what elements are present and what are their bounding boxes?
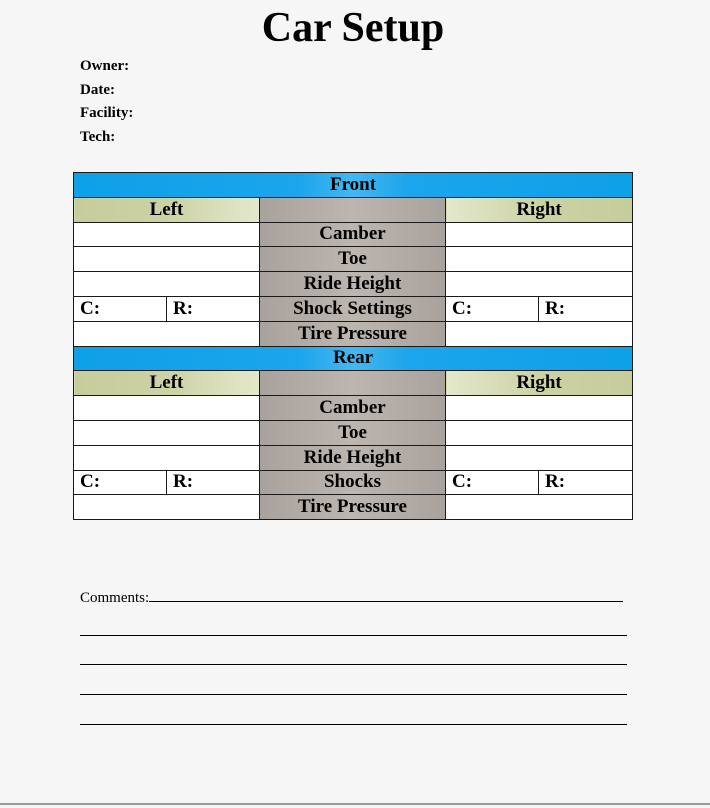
owner-label: Owner: — [80, 58, 130, 74]
front-left-ride-height-field[interactable] — [74, 272, 260, 297]
rear-section-header: Rear — [74, 346, 633, 371]
front-right-compression-field[interactable]: C: — [446, 296, 539, 321]
tech-label: Tech: — [80, 129, 116, 145]
rear-shocks-label: Shocks — [260, 470, 446, 495]
front-right-tire-pressure-field[interactable] — [446, 321, 633, 346]
comment-rule-5[interactable] — [80, 711, 627, 725]
comments-label: Comments: — [80, 590, 150, 606]
rear-toe-label: Toe — [260, 420, 446, 445]
rear-row-camber — [74, 396, 633, 421]
rear-tire-pressure-label: Tire Pressure — [260, 495, 446, 520]
comment-rule-4[interactable] — [80, 681, 627, 695]
comment-rule-2[interactable] — [80, 622, 627, 636]
comment-line-5 — [80, 711, 627, 730]
comment-line-2 — [80, 622, 627, 641]
page-title: Car Setup — [261, 5, 445, 51]
front-tire-pressure-label: Tire Pressure — [260, 321, 446, 346]
setup-table — [73, 172, 633, 520]
rear-left-ride-height-field[interactable] — [74, 445, 260, 470]
rear-left-header: Left — [74, 371, 260, 396]
rear-right-toe-field[interactable] — [446, 420, 633, 445]
front-right-ride-height-field[interactable] — [446, 272, 633, 297]
front-camber-label: Camber — [260, 222, 446, 247]
comment-line-3 — [80, 651, 627, 670]
rear-ride-height-label: Ride Height — [260, 445, 446, 470]
rear-row-ride-height — [74, 445, 633, 470]
front-left-header: Left — [74, 197, 260, 222]
rear-right-rebound-field[interactable]: R: — [539, 470, 633, 495]
rear-left-toe-field[interactable] — [74, 420, 260, 445]
front-ride-height-label: Ride Height — [260, 272, 446, 297]
front-right-rebound-field[interactable]: R: — [539, 296, 633, 321]
comments-line — [80, 588, 623, 607]
front-toe-label: Toe — [260, 247, 446, 272]
rear-right-ride-height-field[interactable] — [446, 445, 633, 470]
rear-right-tire-pressure-field[interactable] — [446, 495, 633, 520]
rear-left-compression-field[interactable]: C: — [74, 470, 167, 495]
front-section-row — [74, 173, 633, 198]
rear-middle-header — [260, 371, 446, 396]
front-row-tire-pressure — [74, 321, 633, 346]
rear-section-row — [74, 346, 633, 371]
front-left-compression-field[interactable]: C: — [74, 296, 167, 321]
date-label: Date: — [80, 82, 115, 98]
page-bottom-border — [0, 803, 710, 805]
front-shock-settings-label: Shock Settings — [260, 296, 446, 321]
front-left-tire-pressure-field[interactable] — [74, 321, 260, 346]
rear-right-header: Right — [446, 371, 633, 396]
front-side-header-row — [74, 197, 633, 222]
comment-rule-3[interactable] — [80, 651, 627, 665]
front-right-header: Right — [446, 197, 633, 222]
rear-right-compression-field[interactable]: C: — [446, 470, 539, 495]
rear-side-header-row — [74, 371, 633, 396]
facility-label: Facility: — [80, 105, 134, 121]
rear-row-toe — [74, 420, 633, 445]
front-right-toe-field[interactable] — [446, 247, 633, 272]
front-left-camber-field[interactable] — [74, 222, 260, 247]
rear-camber-label: Camber — [260, 396, 446, 421]
comment-line-4 — [80, 681, 627, 700]
front-left-rebound-field[interactable]: R: — [167, 296, 260, 321]
front-row-ride-height — [74, 272, 633, 297]
rear-row-shocks — [74, 470, 633, 495]
front-middle-header — [260, 197, 446, 222]
rear-left-camber-field[interactable] — [74, 396, 260, 421]
rear-right-camber-field[interactable] — [446, 396, 633, 421]
front-row-camber — [74, 222, 633, 247]
front-left-toe-field[interactable] — [74, 247, 260, 272]
rear-left-rebound-field[interactable]: R: — [167, 470, 260, 495]
front-right-camber-field[interactable] — [446, 222, 633, 247]
rear-left-tire-pressure-field[interactable] — [74, 495, 260, 520]
front-row-shock-settings — [74, 296, 633, 321]
comments-rule[interactable] — [149, 588, 623, 602]
front-section-header: Front — [74, 173, 633, 198]
front-row-toe — [74, 247, 633, 272]
rear-row-tire-pressure — [74, 495, 633, 520]
